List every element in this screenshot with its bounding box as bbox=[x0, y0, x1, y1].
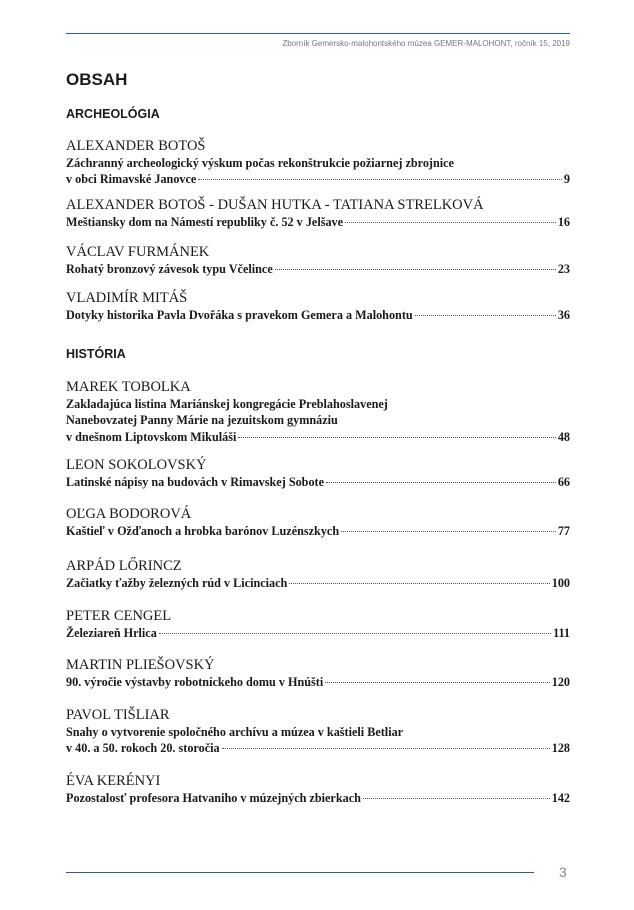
section-heading: HISTÓRIA bbox=[66, 347, 126, 361]
entry-author: ARPÁD LŐRINCZ bbox=[66, 558, 182, 574]
entry-page-number: 16 bbox=[557, 215, 570, 229]
entry-title-line: Latinské nápisy na budovách v Rimavskej Sobote bbox=[66, 475, 325, 489]
page-number: 3 bbox=[559, 864, 567, 880]
toc-entry[interactable] bbox=[66, 656, 570, 690]
toc-entry[interactable] bbox=[66, 505, 570, 539]
entry-author: MAREK TOBOLKA bbox=[66, 379, 191, 395]
entry-title-line: Železiareň Hrlica bbox=[66, 626, 157, 640]
entry-title-line: Pozostalosť profesora Hatvaniho v múzejných zbierkach bbox=[66, 791, 361, 805]
dot-leader bbox=[326, 482, 556, 483]
toc-entry[interactable] bbox=[66, 289, 570, 323]
entry-page-number: 9 bbox=[563, 172, 570, 187]
header-rule bbox=[66, 33, 570, 34]
dot-leader bbox=[222, 748, 550, 749]
entry-page-number: 111 bbox=[553, 626, 570, 640]
entry-title-line: v obci Rimavské Janovce bbox=[66, 172, 197, 187]
entry-page-number: 142 bbox=[551, 791, 570, 805]
entry-title-line: Zakladajúca listina Mariánskej kongregácie Preblahoslavenej bbox=[66, 397, 388, 411]
running-title: Zborník Gemersko-malohontského múzea GEMER-MALOHONT, ročník 15, 2019 bbox=[282, 39, 570, 48]
entry-author: VÁCLAV FURMÁNEK bbox=[66, 244, 210, 260]
entry-author: ALEXANDER BOTOŠ - DUŠAN HUTKA - TATIANA STRELKOVÁ bbox=[66, 197, 484, 213]
entry-title-line: Snahy o vytvorenie spoločného archívu a múzea v kaštieli Betliar bbox=[66, 725, 404, 739]
dot-leader bbox=[341, 531, 556, 532]
dot-leader bbox=[415, 315, 556, 316]
entry-author: ALEXANDER BOTOŠ bbox=[66, 138, 206, 154]
entry-page-number: 66 bbox=[557, 475, 570, 489]
entry-title-line: Začiatky ťažby železných rúd v Licinciach bbox=[66, 576, 288, 590]
dot-leader bbox=[198, 179, 562, 180]
toc-entry[interactable] bbox=[66, 557, 570, 591]
entry-page-number: 23 bbox=[557, 262, 570, 276]
dot-leader bbox=[325, 682, 550, 683]
entry-author: MARTIN PLIEŠOVSKÝ bbox=[66, 657, 215, 673]
entry-title-line: 90. výročie výstavby robotníckeho domu v Hnúšti bbox=[66, 675, 324, 689]
dot-leader bbox=[159, 633, 551, 634]
entry-page-number: 36 bbox=[557, 308, 570, 322]
page-title: OBSAH bbox=[66, 70, 128, 89]
entry-author: LEON SOKOLOVSKÝ bbox=[66, 457, 207, 473]
dot-leader bbox=[363, 798, 550, 799]
entry-title-line: Záchranný archeologický výskum počas rekonštrukcie požiarnej zbrojnice bbox=[66, 156, 454, 170]
entry-title-line: Rohatý bronzový závesok typu Včelince bbox=[66, 262, 273, 276]
toc-entry[interactable] bbox=[66, 196, 570, 230]
entry-page-number: 77 bbox=[557, 524, 570, 538]
toc-entry[interactable] bbox=[66, 607, 570, 641]
toc-entry[interactable] bbox=[66, 243, 570, 277]
entry-page-number: 48 bbox=[557, 429, 570, 444]
entry-title-line: Meštiansky dom na Námestí republiky č. 52 v Jelšave bbox=[66, 215, 344, 229]
toc-entry[interactable] bbox=[66, 137, 570, 188]
dot-leader bbox=[289, 583, 549, 584]
entry-author: PETER CENGEL bbox=[66, 608, 172, 624]
dot-leader bbox=[275, 269, 556, 270]
entry-author: OĽGA BODOROVÁ bbox=[66, 506, 192, 522]
toc-entry[interactable] bbox=[66, 378, 570, 445]
entry-title-line: v 40. a 50. rokoch 20. storočia bbox=[66, 741, 220, 756]
toc-entry[interactable] bbox=[66, 706, 570, 757]
entry-page-number: 120 bbox=[551, 675, 570, 689]
entry-title-line: Nanebovzatej Panny Márie na jezuitskom gymnáziu bbox=[66, 413, 338, 428]
section-heading: ARCHEOLÓGIA bbox=[66, 107, 160, 121]
footer-rule bbox=[66, 872, 534, 873]
entry-page-number: 100 bbox=[551, 576, 570, 590]
toc-entry[interactable] bbox=[66, 772, 570, 806]
entry-author: VLADIMÍR MITÁŠ bbox=[66, 290, 188, 306]
entry-title-line: v dnešnom Liptovskom Mikuláši bbox=[66, 429, 237, 444]
dot-leader bbox=[345, 222, 556, 223]
entry-author: ÉVA KERÉNYI bbox=[66, 773, 161, 789]
entry-page-number: 128 bbox=[551, 741, 570, 756]
entry-title-line: Dotyky historika Pavla Dvořáka s pravekom Gemera a Malohontu bbox=[66, 308, 413, 322]
entry-title-line: Kaštieľ v Ožďanoch a hrobka barónov Luzénszkych bbox=[66, 524, 340, 538]
entry-author: PAVOL TIŠLIAR bbox=[66, 707, 170, 723]
toc-entry[interactable] bbox=[66, 456, 570, 490]
dot-leader bbox=[238, 437, 555, 438]
